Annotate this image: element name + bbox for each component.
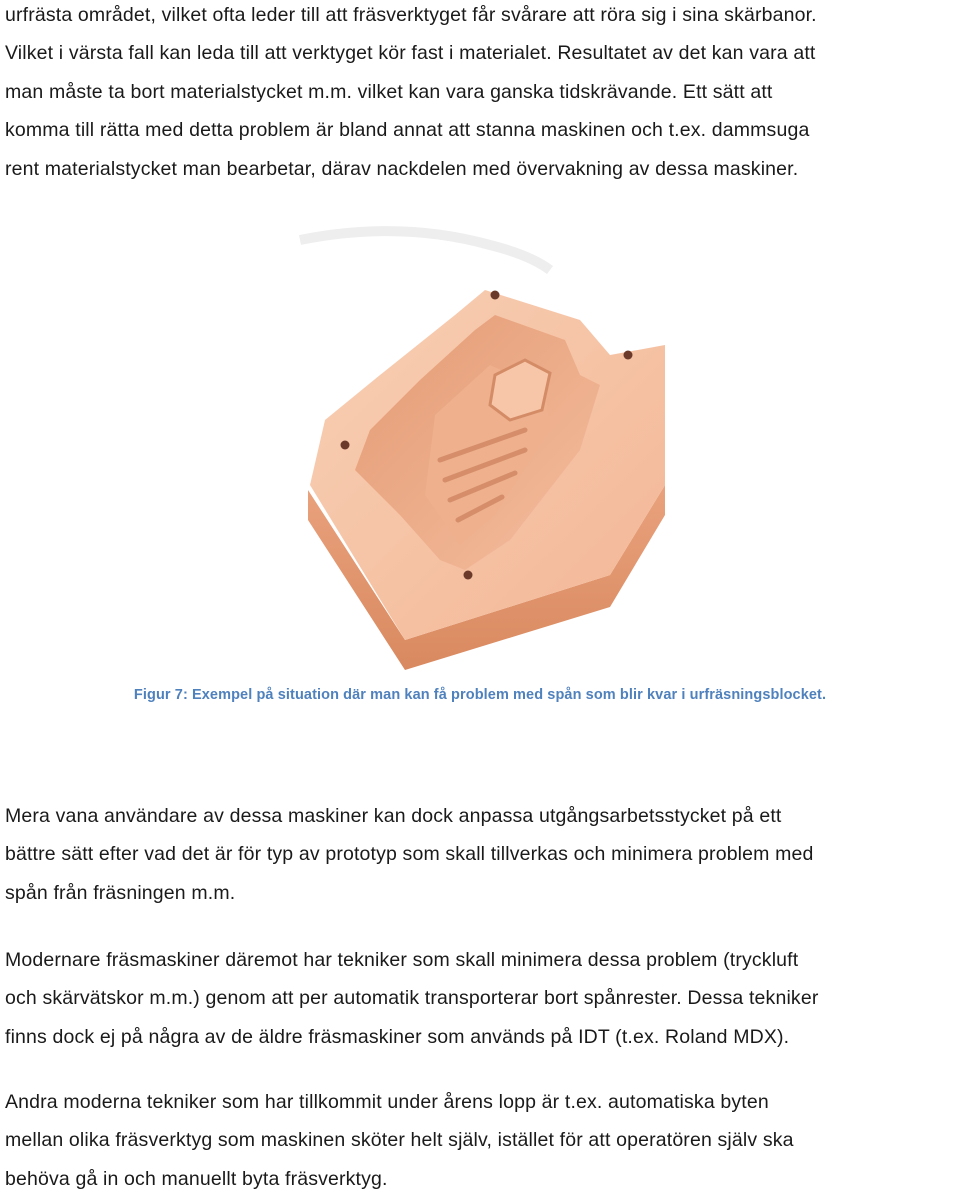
text-line: Vilket i värsta fall kan leda till att verktyget kör fast i materialet. Resultatet av det kan vara att (5, 42, 816, 65)
text-line: och skärvätskor m.m.) genom att per automatik transporterar bort spånrester. Dessa tekniker (5, 987, 819, 1010)
text-line: rent materialstycket man bearbetar, därav nackdelen med övervakning av dessa maskiner. (5, 157, 799, 180)
text-line: spån från fräsningen m.m. (5, 881, 236, 904)
text-line: Mera vana användare av dessa maskiner kan dock anpassa utgångsarbetsstycket på ett (5, 805, 782, 827)
paragraph-1 (5, 797, 955, 912)
text-line: man måste ta bort materialstycket m.m. vilket kan vara ganska tidskrävande. Ett sätt att (5, 80, 773, 103)
hole-icon (624, 351, 633, 360)
hole-icon (464, 571, 473, 580)
text-line: Modernare fräsmaskiner däremot har tekniker som skall minimera dessa problem (tryckluft (5, 949, 799, 971)
text-line: Andra moderna tekniker som har tillkommit under årens lopp är t.ex. automatiska byten (5, 1091, 769, 1113)
text-line: urfrästa området, vilket ofta leder till att fräsverktyget får svårare att röra sig i sina skärbanor. (5, 4, 817, 26)
hole-icon (341, 441, 350, 450)
text-line: bättre sätt efter vad det är för typ av prototyp som skall tillverkas och minimera problem med (5, 843, 814, 866)
text-line: finns dock ej på några av de äldre fräsmaskiner som används på IDT (t.ex. Roland MDX). (5, 1025, 790, 1048)
shadow-streak (300, 231, 550, 270)
text-line: komma till rätta med detta problem är bland annat att stanna maskinen och t.ex. dammsuga (5, 119, 810, 142)
paragraph-3 (5, 1083, 955, 1198)
intro-paragraph (5, 0, 955, 188)
paragraph-2 (5, 941, 955, 1056)
figure-caption: Figur 7: Exempel på situation där man kan få problem med spån som blir kvar i urfräsningsblocket. (133, 687, 827, 703)
hole-icon (491, 291, 500, 300)
text-line: behöva gå in och manuellt byta fräsverktyg. (5, 1167, 388, 1190)
milled-block-figure (280, 215, 680, 670)
milled-block-image (280, 215, 680, 670)
text-line: mellan olika fräsverktyg som maskinen sköter helt själv, istället för att operatören själv ska (5, 1129, 794, 1152)
